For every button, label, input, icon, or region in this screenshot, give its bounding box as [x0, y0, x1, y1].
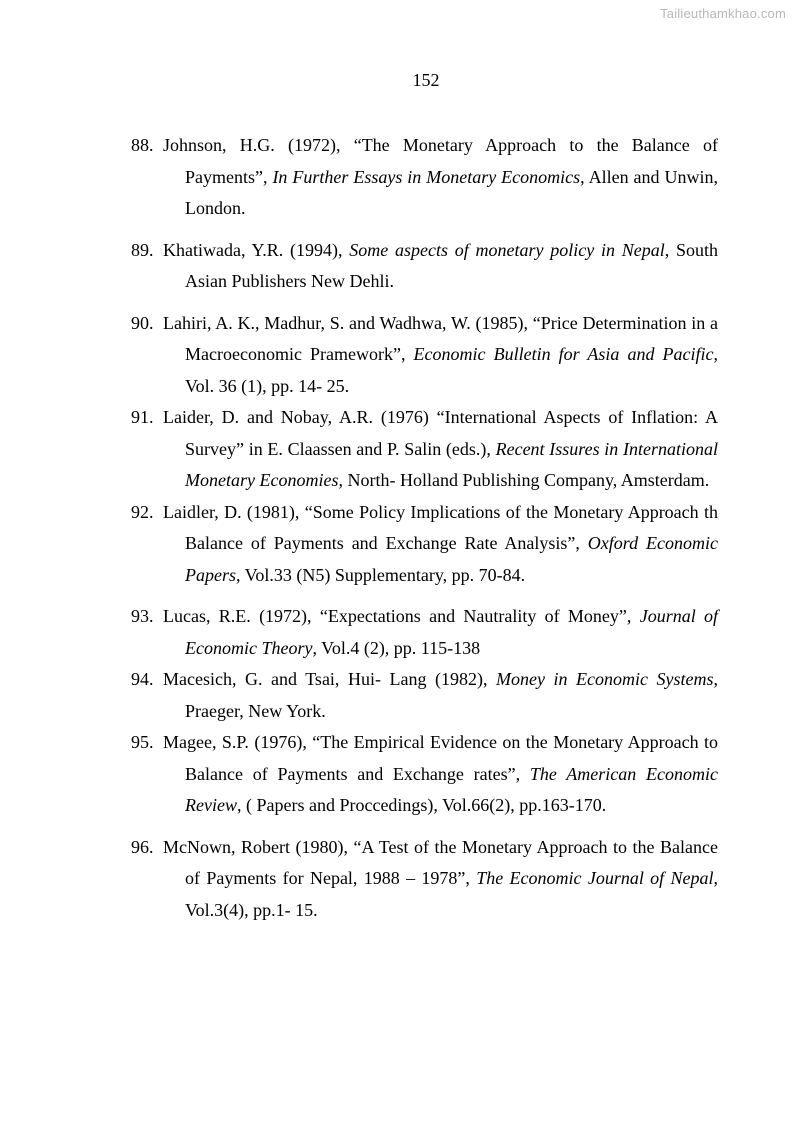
- reference-item: [131, 832, 718, 927]
- reference-title: Recent Issures in International Monetary Economies: [185, 438, 718, 490]
- reference-item: [131, 727, 718, 822]
- reference-title: Economic Bulletin for Asia and Pacific: [413, 344, 714, 364]
- reference-number: 92.: [131, 501, 154, 522]
- reference-title: Some aspects of monetary policy in Nepal: [349, 239, 665, 260]
- page-number: 152: [412, 70, 440, 90]
- reference-text: [163, 402, 718, 497]
- reference-segment: , South Asian Publishers New Dehli.: [185, 239, 718, 291]
- reference-number: 96.: [131, 836, 154, 857]
- reference-text: [163, 130, 718, 225]
- reference-title: Journal of Economic Theory: [185, 606, 719, 658]
- reference-segment: Khatiwada, Y.R. (1994),: [163, 239, 350, 260]
- reference-segment: McNown, Robert (1980), “A Test of the Monetary Approach to the Balance of Payments for Nepal, 1988 – 1978”,: [163, 836, 718, 888]
- reference-text: [163, 235, 718, 298]
- reference-number: 89.: [131, 239, 154, 260]
- reference-item: [131, 402, 718, 497]
- reference-segment: , Vol.4 (2), pp. 115-138: [312, 637, 481, 658]
- reference-number: 88.: [131, 135, 154, 155]
- reference-number: 94.: [131, 669, 154, 689]
- reference-segment: Johnson, H.G. (1972), “The Monetary Approach to the Balance of Payments”,: [163, 135, 718, 187]
- reference-title: The Economic Journal of Nepal: [476, 868, 714, 888]
- reference-number: 90.: [131, 312, 154, 333]
- reference-text: [163, 497, 718, 592]
- reference-segment: , Praeger, New York.: [185, 669, 718, 721]
- reference-list: [131, 130, 718, 926]
- reference-segment: , Vol. 36 (1), pp. 14- 25.: [185, 344, 718, 396]
- reference-item: [131, 235, 718, 298]
- reference-text: [163, 727, 718, 822]
- reference-title: In Further Essays in Monetary Economics: [272, 166, 581, 187]
- reference-item: [131, 308, 718, 403]
- reference-item: [131, 601, 718, 664]
- reference-item: [131, 497, 718, 592]
- reference-segment: Macesich, G. and Tsai, Hui- Lang (1982),: [163, 669, 496, 689]
- reference-segment: , Vol.3(4), pp.1- 15.: [185, 868, 719, 920]
- reference-segment: Laidler, D. (1981), “Some Policy Implications of the Monetary Approach th Balance of Payments and Exchange Rate Analysis”,: [163, 501, 718, 553]
- reference-item: [131, 664, 718, 727]
- reference-text: [163, 601, 719, 664]
- reference-title: Money in Economic Systems: [495, 669, 714, 689]
- reference-segment: , Vol.33 (N5) Supplementary, pp. 70-84.: [236, 564, 526, 585]
- reference-number: 91.: [131, 407, 154, 427]
- reference-number: 95.: [131, 732, 154, 752]
- reference-text: [163, 308, 718, 403]
- reference-segment: , ( Papers and Proccedings), Vol.66(2), pp.163-170.: [236, 795, 607, 815]
- reference-segment: , Allen and Unwin, London.: [185, 166, 718, 218]
- watermark: Tailieuthamkhao.com: [660, 6, 786, 21]
- reference-segment: Laider, D. and Nobay, A.R. (1976) “International Aspects of Inflation: A Survey” in E. Claassen and P. Salin (eds.),: [163, 407, 718, 459]
- reference-text: [163, 832, 719, 927]
- reference-segment: , North- Holland Publishing Company, Amsterdam.: [338, 470, 710, 490]
- reference-text: [163, 664, 718, 727]
- reference-item: [131, 130, 718, 225]
- reference-segment: Magee, S.P. (1976), “The Empirical Evidence on the Monetary Approach to Balance of Payments and Exchange rates”,: [163, 732, 718, 784]
- reference-segment: Lucas, R.E. (1972), “Expectations and Nautrality of Money”,: [163, 606, 640, 626]
- reference-title: Oxford Economic Papers: [185, 533, 718, 585]
- reference-title: The American Economic Review: [185, 763, 718, 815]
- reference-number: 93.: [131, 606, 154, 626]
- reference-segment: Lahiri, A. K., Madhur, S. and Wadhwa, W. (1985), “Price Determination in a Macroeconomic Pramework”,: [163, 312, 718, 364]
